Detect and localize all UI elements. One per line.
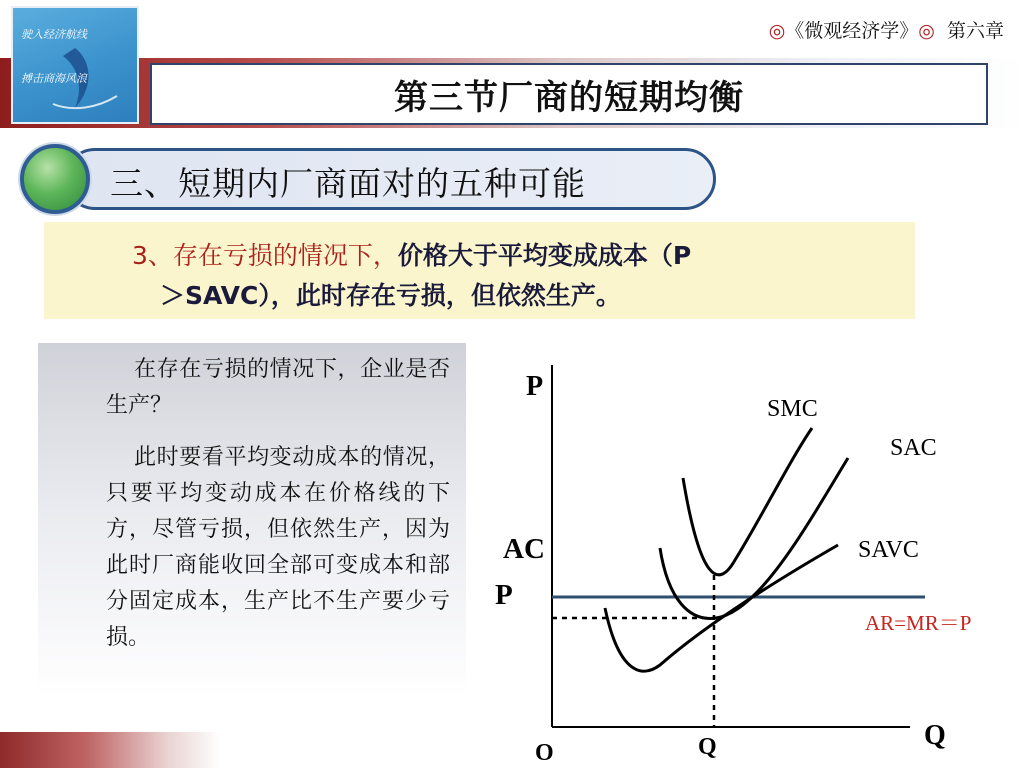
smc-label: SMC <box>767 396 818 422</box>
highlight-condition: 价格大于平均变成成本（P <box>397 241 692 270</box>
logo-slogan-1: 驶入经济航线 <box>21 28 87 41</box>
section-heading: 三、短期内厂商面对的五种可能 <box>110 164 586 203</box>
quantity-label: Q <box>698 734 717 760</box>
savc-curve <box>605 545 838 671</box>
x-axis-label: Q <box>924 720 946 751</box>
page-title: 第三节厂商的短期均衡 <box>394 77 744 118</box>
logo-slogan-2: 搏击商海风浪 <box>21 72 87 85</box>
chapter-label: 第六章 <box>946 20 1004 42</box>
y-axis-label: P <box>526 371 544 402</box>
highlight-case-label: 3、存在亏损的情况下， <box>132 241 398 270</box>
origin-label: O <box>535 740 554 766</box>
circle-mark-icon: ◎ <box>768 20 786 42</box>
circle-mark-icon: ◎ <box>918 20 935 42</box>
smc-curve <box>683 428 812 575</box>
savc-label: SAVC <box>858 537 919 563</box>
price-level-label: P <box>495 579 513 611</box>
book-title: 《微观经济学》 <box>785 20 919 42</box>
price-line-label: AR=MR＝P <box>865 611 972 635</box>
highlight-line-2: ＞SAVC），此时存在亏损，但依然生产。 <box>160 281 621 310</box>
explanation-answer: 此时要看平均变动成本的情况，只要平均变动成本在价格线的下方，尽管亏损，但依然生产，因为此时厂商能收回全部可变成本和部分固定成本，生产比不生产要少亏损。 <box>106 445 450 650</box>
sac-curve <box>660 458 848 618</box>
sac-label: SAC <box>890 435 937 461</box>
explanation-question: 在存在亏损的情况下，企业是否生产？ <box>106 357 450 418</box>
footer-band <box>0 732 220 768</box>
ac-level-label: AC <box>503 533 545 565</box>
